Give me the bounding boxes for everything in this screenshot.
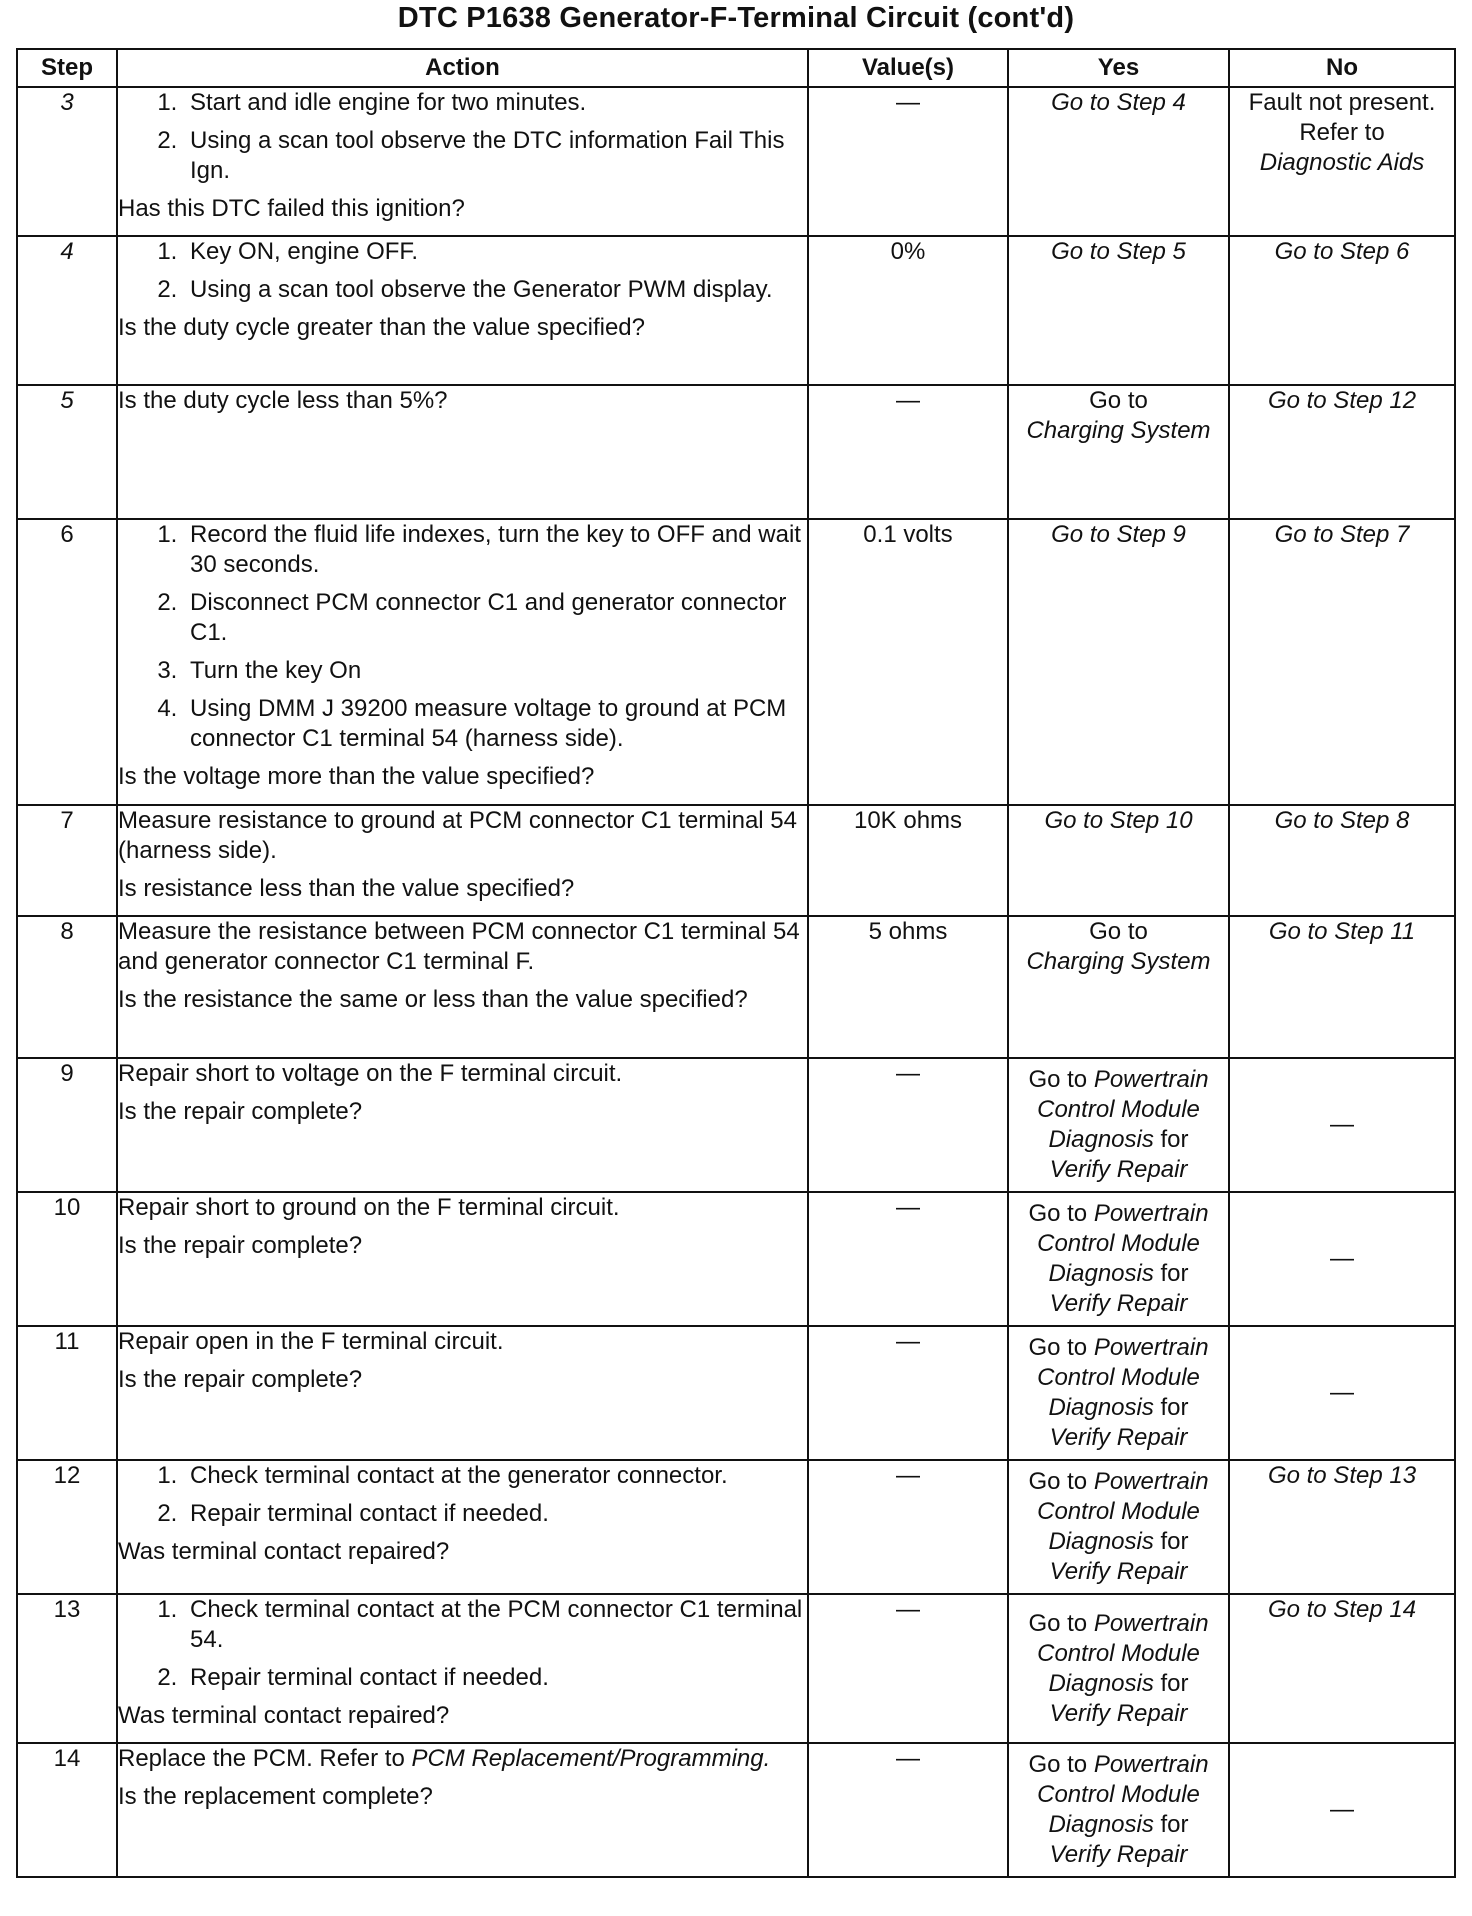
action-question: Was terminal contact repaired? xyxy=(118,1538,450,1565)
no-cell: — xyxy=(1229,1058,1455,1192)
action-text: Measure resistance to ground at PCM connector C1 terminal 54 (harness side). xyxy=(118,807,797,864)
action-cell xyxy=(117,1460,808,1594)
action-step: 4. Using DMM J 39200 measure voltage to ground at PCM connector C1 terminal 54 (harness side). xyxy=(184,694,807,754)
yes-cell xyxy=(1008,1192,1229,1326)
action-cell xyxy=(117,1192,808,1326)
verify-reference: Diagnosis xyxy=(1048,1260,1154,1287)
verify-line xyxy=(1009,1065,1228,1095)
verify-reference: Control Module xyxy=(1037,1639,1200,1667)
yes-cell xyxy=(1008,1460,1229,1594)
action-text: Repair short to ground on the F terminal circuit. xyxy=(118,1194,620,1221)
action-text xyxy=(118,1744,807,1774)
verify-reference: Powertrain xyxy=(1093,1200,1209,1227)
verify-reference: Control Module xyxy=(1037,1096,1200,1123)
verify-go-to: Go to xyxy=(1028,1468,1094,1495)
action-question: Is the voltage more than the value specified? xyxy=(118,763,595,790)
table-row xyxy=(17,87,1455,236)
table-row xyxy=(17,1192,1455,1326)
page-title: DTC P1638 Generator-F-Terminal Circuit (cont'd) xyxy=(397,2,1075,34)
table-row xyxy=(17,236,1455,385)
verify-reference: Diagnosis xyxy=(1048,1669,1154,1697)
verify-line xyxy=(1009,1333,1228,1363)
action-step: 2. Using a scan tool observe the DTC information Fail This Ign. xyxy=(184,126,807,186)
header-no: No xyxy=(1229,49,1455,87)
verify-reference: Control Module xyxy=(1037,1498,1200,1525)
verify-reference: Diagnosis xyxy=(1048,1394,1154,1421)
action-step: 1. Start and idle engine for two minutes. xyxy=(184,88,807,118)
action-step: 1. Key ON, engine OFF. xyxy=(184,237,807,267)
yes-link: Go to Step 10 xyxy=(1044,807,1193,834)
value-cell: — xyxy=(808,1743,1008,1877)
verify-line xyxy=(1009,1609,1228,1639)
verify-line xyxy=(1009,1467,1228,1497)
verify-reference: Diagnosis xyxy=(1048,1126,1154,1153)
yes-text: Go to xyxy=(1089,918,1148,945)
no-cell xyxy=(1229,87,1455,236)
action-question: Is the replacement complete? xyxy=(118,1783,433,1810)
action-question: Is the repair complete? xyxy=(118,1232,363,1259)
value-cell: — xyxy=(808,1326,1008,1460)
action-step: 1. Record the fluid life indexes, turn the key to OFF and wait 30 seconds. xyxy=(184,520,807,580)
yes-cell xyxy=(1008,916,1229,1058)
action-cell xyxy=(117,1326,808,1460)
value-cell: — xyxy=(808,1058,1008,1192)
table-row xyxy=(17,1058,1455,1192)
value-cell: 10K ohms xyxy=(808,805,1008,916)
step-number: 6 xyxy=(17,519,117,805)
yes-link: Go to Step 5 xyxy=(1051,238,1186,265)
action-step: 2. Repair terminal contact if needed. xyxy=(184,1499,807,1529)
verify-line xyxy=(1009,1750,1228,1780)
value-cell: — xyxy=(808,1460,1008,1594)
verify-go-to: Go to xyxy=(1028,1200,1094,1227)
action-text: Measure the resistance between PCM connector C1 terminal 54 and generator connector C1 terminal F. xyxy=(118,918,800,975)
verify-line xyxy=(1009,1125,1228,1155)
verify-for: for xyxy=(1153,1394,1189,1421)
yes-cell xyxy=(1008,805,1229,916)
yes-cell xyxy=(1008,87,1229,236)
verify-reference: Powertrain xyxy=(1093,1609,1209,1637)
yes-reference: Charging System xyxy=(1026,948,1211,975)
no-link: Go to Step 8 xyxy=(1274,807,1410,834)
yes-cell xyxy=(1008,1743,1229,1877)
step-number: 7 xyxy=(17,805,117,916)
action-question: Is the resistance the same or less than the value specified? xyxy=(118,986,748,1013)
action-steps xyxy=(118,1461,807,1529)
step-number: 12 xyxy=(17,1460,117,1594)
diagnostic-table xyxy=(16,48,1456,1878)
table-row xyxy=(17,385,1455,519)
action-step: 1. Check terminal contact at the PCM connector C1 terminal 54. xyxy=(184,1595,807,1655)
no-text: Refer to xyxy=(1299,119,1385,146)
verify-reference: Control Module xyxy=(1037,1781,1200,1808)
action-question: Has this DTC failed this ignition? xyxy=(118,195,465,222)
value-cell: 0% xyxy=(808,236,1008,385)
no-cell xyxy=(1229,236,1455,385)
verify-for: for xyxy=(1153,1669,1189,1697)
yes-cell xyxy=(1008,1594,1229,1743)
verify-reference: Control Module xyxy=(1037,1364,1200,1391)
no-cell: — xyxy=(1229,1192,1455,1326)
action-text: Repair short to voltage on the F terminal circuit. xyxy=(118,1060,623,1087)
value-cell: — xyxy=(808,1594,1008,1743)
action-cell xyxy=(117,916,808,1058)
verify-reference: Verify Repair xyxy=(1049,1156,1188,1183)
verify-line xyxy=(1009,1810,1228,1840)
yes-text: Go to xyxy=(1089,387,1148,414)
step-number: 11 xyxy=(17,1326,117,1460)
verify-reference: Diagnosis xyxy=(1048,1528,1154,1555)
value-cell: 5 ohms xyxy=(808,916,1008,1058)
verify-line xyxy=(1009,1669,1228,1699)
table-row xyxy=(17,1326,1455,1460)
action-steps xyxy=(118,88,807,186)
action-cell xyxy=(117,236,808,385)
verify-reference: Control Module xyxy=(1037,1230,1200,1257)
table-row xyxy=(17,916,1455,1058)
step-number: 10 xyxy=(17,1192,117,1326)
table-row xyxy=(17,1460,1455,1594)
yes-cell xyxy=(1008,236,1229,385)
action-text: Repair open in the F terminal circuit. xyxy=(118,1328,504,1355)
action-question: Was terminal contact repaired? xyxy=(118,1702,450,1729)
yes-reference: Charging System xyxy=(1026,417,1211,444)
header-action: Action xyxy=(117,49,808,87)
verify-reference: Verify Repair xyxy=(1049,1290,1188,1317)
action-cell xyxy=(117,1743,808,1877)
action-cell xyxy=(117,87,808,236)
verify-reference: Verify Repair xyxy=(1049,1424,1188,1451)
verify-for: for xyxy=(1153,1811,1189,1838)
action-question: Is resistance less than the value specified? xyxy=(118,875,575,902)
verify-go-to: Go to xyxy=(1028,1334,1094,1361)
header-values: Value(s) xyxy=(808,49,1008,87)
table-row xyxy=(17,1594,1455,1743)
no-link: Go to Step 12 xyxy=(1267,387,1417,414)
no-cell xyxy=(1229,519,1455,805)
no-cell xyxy=(1229,916,1455,1058)
action-question: Is the repair complete? xyxy=(118,1098,363,1125)
table-row xyxy=(17,1743,1455,1877)
step-number: 4 xyxy=(17,236,117,385)
value-cell: — xyxy=(808,1192,1008,1326)
header-step: Step xyxy=(17,49,117,87)
no-cell: — xyxy=(1229,1326,1455,1460)
table-row xyxy=(17,519,1455,805)
no-link: Go to Step 6 xyxy=(1274,238,1410,265)
verify-reference: Powertrain xyxy=(1093,1468,1209,1495)
no-cell xyxy=(1229,1594,1455,1743)
action-cell xyxy=(117,1594,808,1743)
action-step: 2. Repair terminal contact if needed. xyxy=(184,1663,807,1693)
table-header-row xyxy=(17,49,1455,87)
verify-go-to: Go to xyxy=(1028,1066,1094,1093)
step-number: 13 xyxy=(17,1594,117,1743)
step-number: 5 xyxy=(17,385,117,519)
no-link: Go to Step 13 xyxy=(1267,1462,1417,1489)
action-steps xyxy=(118,237,807,305)
action-step: 2. Disconnect PCM connector C1 and generator connector C1. xyxy=(184,588,807,648)
verify-reference: Powertrain xyxy=(1093,1334,1209,1361)
action-step: 1. Check terminal contact at the generator connector. xyxy=(184,1461,807,1491)
action-cell xyxy=(117,385,808,519)
no-cell xyxy=(1229,1460,1455,1594)
action-cell xyxy=(117,805,808,916)
action-step: 3. Turn the key On xyxy=(184,656,807,686)
verify-go-to: Go to xyxy=(1028,1751,1094,1778)
no-link: Go to Step 14 xyxy=(1267,1596,1417,1623)
verify-reference: Powertrain xyxy=(1093,1066,1209,1093)
verify-reference: Verify Repair xyxy=(1049,1699,1188,1727)
no-cell xyxy=(1229,385,1455,519)
yes-cell xyxy=(1008,1058,1229,1192)
step-number: 8 xyxy=(17,916,117,1058)
no-cell: — xyxy=(1229,1743,1455,1877)
action-step: 2. Using a scan tool observe the Generator PWM display. xyxy=(184,275,807,305)
value-cell: — xyxy=(808,87,1008,236)
no-cell xyxy=(1229,805,1455,916)
value-cell: 0.1 volts xyxy=(808,519,1008,805)
verify-line xyxy=(1009,1393,1228,1423)
action-steps xyxy=(118,1595,807,1693)
verify-for: for xyxy=(1153,1260,1189,1287)
verify-go-to: Go to xyxy=(1028,1609,1094,1637)
action-reference: PCM Replacement/Programming. xyxy=(411,1745,771,1772)
verify-for: for xyxy=(1153,1126,1189,1153)
action-question: Is the duty cycle less than 5%? xyxy=(118,387,448,414)
yes-link: Go to Step 9 xyxy=(1051,521,1186,548)
verify-for: for xyxy=(1153,1528,1189,1555)
verify-reference: Powertrain xyxy=(1093,1751,1209,1778)
yes-cell xyxy=(1008,385,1229,519)
action-cell xyxy=(117,519,808,805)
yes-cell xyxy=(1008,1326,1229,1460)
verify-reference: Verify Repair xyxy=(1049,1558,1188,1585)
no-link: Go to Step 7 xyxy=(1274,521,1410,548)
step-number: 9 xyxy=(17,1058,117,1192)
yes-link: Go to Step 4 xyxy=(1051,89,1186,116)
step-number: 14 xyxy=(17,1743,117,1877)
verify-reference: Diagnosis xyxy=(1048,1811,1154,1838)
action-text-prefix: Replace the PCM. Refer to xyxy=(118,1745,412,1772)
no-text: Fault not present. xyxy=(1248,89,1436,116)
verify-line xyxy=(1009,1199,1228,1229)
yes-cell xyxy=(1008,519,1229,805)
verify-reference: Verify Repair xyxy=(1049,1841,1188,1868)
action-steps xyxy=(118,520,807,754)
action-cell xyxy=(117,1058,808,1192)
no-link: Go to Step 11 xyxy=(1268,918,1416,945)
action-question: Is the duty cycle greater than the value specified? xyxy=(118,314,645,341)
verify-line xyxy=(1009,1259,1228,1289)
step-number: 3 xyxy=(17,87,117,236)
no-reference: Diagnostic Aids xyxy=(1259,149,1425,176)
verify-line xyxy=(1009,1527,1228,1557)
table-row xyxy=(17,805,1455,916)
value-cell: — xyxy=(808,385,1008,519)
header-yes: Yes xyxy=(1008,49,1229,87)
action-question: Is the repair complete? xyxy=(118,1366,363,1393)
